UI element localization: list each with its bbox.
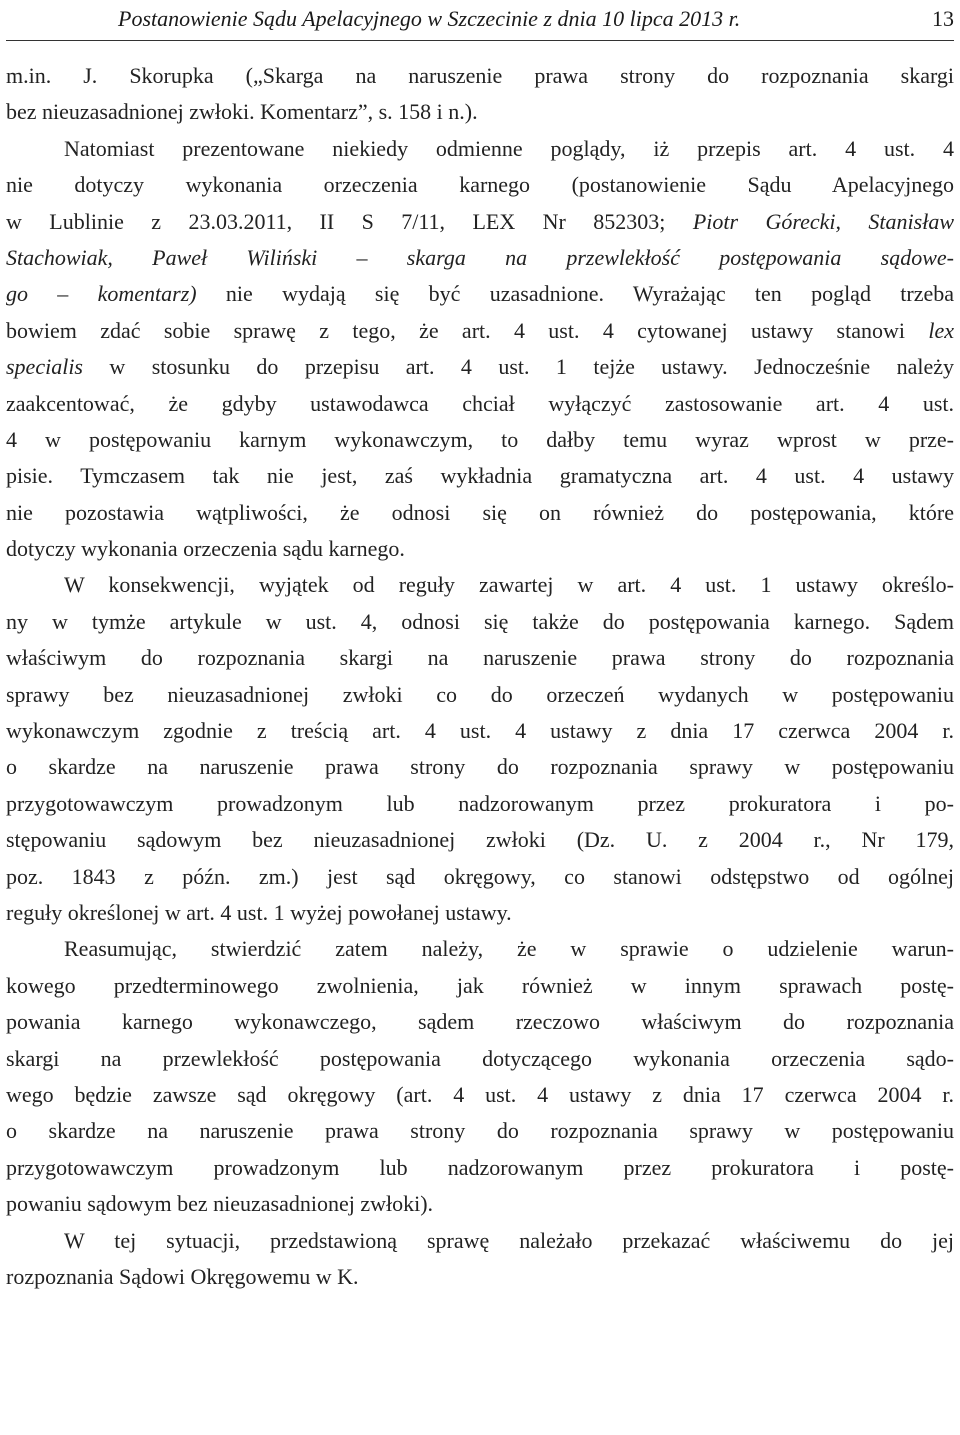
- text-line: [6, 531, 954, 567]
- text-line: [6, 968, 954, 1004]
- text-line: [6, 458, 954, 494]
- text-line: [6, 131, 954, 167]
- text-run: Reasumując, stwierdzić zatem należy, że w sprawie o udzielenie warun-: [64, 936, 954, 962]
- text-run: kowego przedterminowego zwolnienia, jak również w innym sprawach postę-: [6, 972, 954, 998]
- text-line: [6, 495, 954, 531]
- text-run: o skardze na naruszenie prawa strony do rozpoznania sprawy w postępowaniu: [6, 754, 954, 780]
- italic-text-run: Stachowiak, Paweł Wiliński – skarga na przewlekłość postępowania sądowe-: [6, 244, 954, 270]
- text-run: nie dotyczy wykonania orzeczenia karnego (postanowienie Sądu Apelacyjnego: [6, 172, 954, 198]
- text-line: [6, 567, 954, 603]
- text-line: [6, 677, 954, 713]
- text-run: W tej sytuacji, przedstawioną sprawę należało przekazać właściwemu do jej: [64, 1227, 954, 1253]
- italic-text-run: specialis: [6, 354, 83, 380]
- text-run: pisie. Tymczasem tak nie jest, zaś wykładnia gramatyczna art. 4 ust. 4 ustawy: [6, 463, 954, 489]
- text-line: [6, 422, 954, 458]
- italic-text-run: go – komentarz): [6, 281, 197, 307]
- text-run: W konsekwencji, wyjątek od reguły zawartej w art. 4 ust. 1 ustawy określo-: [64, 572, 954, 598]
- text-line: [6, 1186, 954, 1222]
- text-line: [6, 1150, 954, 1186]
- text-run: przygotowawczym prowadzonym lub nadzorowanym przez prokuratora i postę-: [6, 1154, 954, 1180]
- text-run: sprawy bez nieuzasadnionej zwłoki co do orzeczeń wydanych w postępowaniu: [6, 681, 954, 707]
- text-line: [6, 859, 954, 895]
- text-line: [6, 1077, 954, 1113]
- text-run: skargi na przewlekłość postępowania dotyczącego wykonania orzeczenia sądo-: [6, 1045, 954, 1071]
- page-number: 13: [932, 6, 954, 31]
- text-line: [6, 713, 954, 749]
- text-run: reguły określonej w art. 4 ust. 1 wyżej powołanej ustawy.: [6, 899, 512, 925]
- body-text: [6, 58, 954, 1295]
- text-run: zaakcentować, że gdyby ustawodawca chciał wyłączyć zastosowanie art. 4 ust.: [6, 390, 954, 416]
- text-run: 4 w postępowaniu karnym wykonawczym, to dałby temu wyraz wprost w prze-: [6, 426, 954, 452]
- text-line: [6, 349, 954, 385]
- text-run: w Lublinie z 23.03.2011, II S 7/11, LEX Nr 852303;: [6, 208, 693, 234]
- text-line: [6, 1004, 954, 1040]
- text-run: właściwym do rozpoznania skargi na naruszenie prawa strony do rozpoznania: [6, 645, 954, 671]
- text-line: [6, 276, 954, 312]
- text-line: [6, 204, 954, 240]
- text-run: nie pozostawia wątpliwości, że odnosi się on również do postępowania, które: [6, 499, 954, 525]
- text-line: [6, 895, 954, 931]
- text-run: wego będzie zawsze sąd okręgowy (art. 4 ust. 4 ustawy z dnia 17 czerwca 2004 r.: [6, 1081, 954, 1107]
- text-run: dotyczy wykonania orzeczenia sądu karnego.: [6, 536, 405, 562]
- text-run: przygotowawczym prowadzonym lub nadzorowanym przez prokuratora i po-: [6, 790, 954, 816]
- text-run: rozpoznania Sądowi Okręgowemu w K.: [6, 1263, 359, 1289]
- text-line: [6, 386, 954, 422]
- text-run: powaniu sądowym bez nieuzasadnionej zwłoki).: [6, 1191, 434, 1217]
- text-line: [6, 1113, 954, 1149]
- running-header: [6, 4, 954, 38]
- text-line: [6, 1259, 954, 1295]
- text-run: o skardze na naruszenie prawa strony do rozpoznania sprawy w postępowaniu: [6, 1118, 954, 1144]
- italic-text-run: lex: [928, 317, 954, 343]
- text-run: nie wydają się być uzasadnione. Wyrażając ten pogląd trzeba: [196, 281, 954, 307]
- italic-text-run: Piotr Górecki, Stanisław: [692, 208, 954, 234]
- text-run: wykonawczym zgodnie z treścią art. 4 ust. 4 ustawy z dnia 17 czerwca 2004 r.: [6, 718, 954, 744]
- text-run: ny w tymże artykule w ust. 4, odnosi się także do postępowania karnego. Sądem: [6, 608, 954, 634]
- text-run: bez nieuzasadnionej zwłoki. Komentarz”, s. 158 i n.).: [6, 99, 478, 125]
- text-line: [6, 167, 954, 203]
- text-line: [6, 240, 954, 276]
- text-line: [6, 604, 954, 640]
- text-line: [6, 313, 954, 349]
- text-line: [6, 94, 954, 130]
- text-line: [6, 1041, 954, 1077]
- text-line: [6, 640, 954, 676]
- text-run: poz. 1843 z późn. zm.) jest sąd okręgowy, co stanowi odstępstwo od ogólnej: [6, 863, 954, 889]
- text-line: [6, 58, 954, 94]
- text-run: Natomiast prezentowane niekiedy odmienne poglądy, iż przepis art. 4 ust. 4: [64, 135, 954, 161]
- text-line: [6, 1223, 954, 1259]
- text-run: w stosunku do przepisu art. 4 ust. 1 tejże ustawy. Jednocześnie należy: [83, 354, 954, 380]
- text-run: m.in. J. Skorupka („Skarga na naruszenie prawa strony do rozpoznania skargi: [6, 63, 954, 88]
- text-run: bowiem zdać sobie sprawę z tego, że art. 4 ust. 4 cytowanej ustawy stanowi: [6, 317, 929, 343]
- text-run: powania karnego wykonawczego, sądem rzeczowo właściwym do rozpoznania: [6, 1009, 954, 1035]
- text-line: [6, 931, 954, 967]
- text-line: [6, 786, 954, 822]
- text-run: stępowaniu sądowym bez nieuzasadnionej zwłoki (Dz. U. z 2004 r., Nr 179,: [6, 827, 954, 853]
- running-title: Postanowienie Sądu Apelacyjnego w Szczecinie z dnia 10 lipca 2013 r.: [118, 6, 741, 31]
- text-line: [6, 822, 954, 858]
- text-line: [6, 749, 954, 785]
- header-divider: [6, 40, 954, 41]
